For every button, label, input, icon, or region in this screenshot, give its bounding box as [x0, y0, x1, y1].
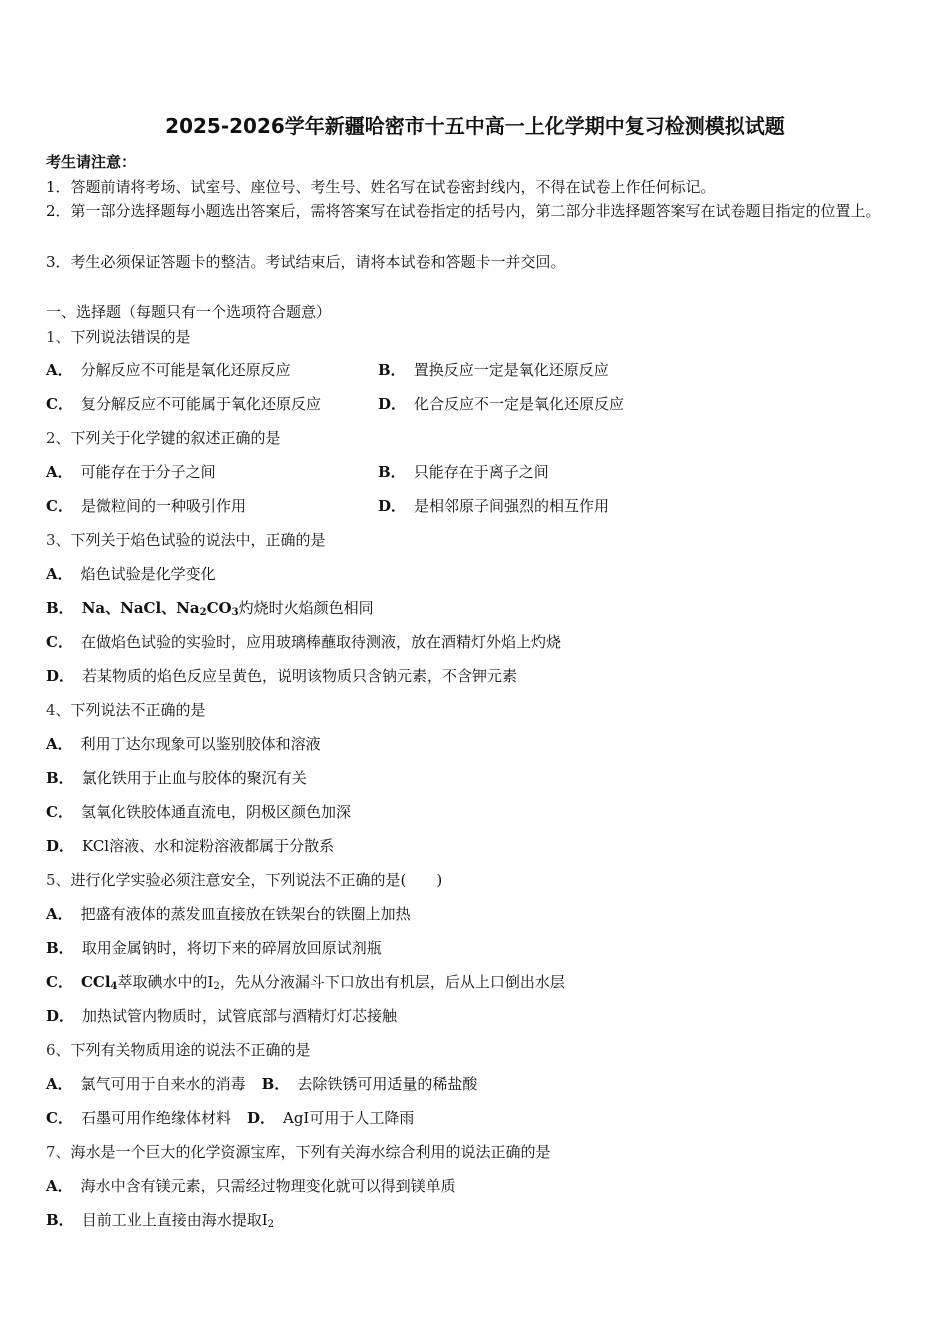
q6-options-row-2	[46, 1108, 414, 1128]
option-label: D．	[46, 1007, 75, 1025]
option-text: 海水中含有镁元素，只需经过物理变化就可以得到镁单质	[80, 1177, 456, 1195]
option-label: C．	[46, 497, 73, 515]
option-text: 在做焰色试验的实验时，应用玻璃棒蘸取待测液，放在酒精灯外焰上灼烧	[80, 633, 561, 651]
question-stem: 下列说法错误的是	[70, 328, 191, 346]
question-5	[46, 870, 442, 890]
option-label: A．	[46, 565, 73, 583]
option-text: KCl溶液、水和淀粉溶液都属于分散系	[82, 837, 335, 855]
option-text: 是相邻原子间强烈的相互作用	[414, 497, 610, 515]
option-label: B．	[46, 939, 74, 957]
q6-option-a[interactable]	[46, 1075, 246, 1093]
question-number: 6、	[46, 1041, 71, 1059]
q6-option-b[interactable]	[262, 1075, 478, 1093]
question-3	[46, 530, 326, 550]
option-text: AgI可用于人工降雨	[282, 1109, 415, 1127]
question-number: 7、	[46, 1143, 71, 1161]
option-label: C．	[46, 803, 73, 821]
option-label: C．	[46, 1109, 73, 1127]
q6-option-c[interactable]	[46, 1109, 231, 1127]
q3-option-a[interactable]	[46, 564, 216, 584]
option-label: C．	[46, 633, 73, 651]
q7-option-a[interactable]	[46, 1176, 456, 1196]
page-title: 2025-2026学年新疆哈密市十五中高一上化学期中复习检测模拟试题	[165, 114, 785, 138]
option-label: A．	[46, 1177, 73, 1195]
option-text: 可能存在于分子之间	[80, 463, 216, 481]
option-text: 是微粒间的一种吸引作用	[80, 497, 246, 515]
option-text: 焰色试验是化学变化	[80, 565, 216, 583]
option-text: 若某物质的焰色反应呈黄色，说明该物质只含钠元素，不含钾元素	[82, 667, 518, 685]
option-text: 只能存在于离子之间	[413, 463, 549, 481]
q1-option-a[interactable]	[46, 360, 291, 380]
q4-option-b[interactable]	[46, 768, 307, 788]
option-label: B．	[46, 599, 74, 617]
option-text-part: 目前工业上直接由海水提取I	[81, 1211, 268, 1229]
q4-option-c[interactable]	[46, 802, 351, 822]
notice-item-3: 3．考生必须保证答题卡的整洁。考试结束后，请将本试卷和答题卡一并交回。	[46, 253, 566, 271]
option-text: 复分解反应不可能属于氧化还原反应	[80, 395, 321, 413]
option-text-part: CCl	[80, 973, 111, 991]
subscript: 2	[267, 1219, 274, 1230]
option-text: 加热试管内物质时，试管底部与酒精灯灯芯接触	[82, 1007, 398, 1025]
option-label: A．	[46, 905, 73, 923]
question-number: 5、	[46, 871, 71, 889]
option-label: B．	[378, 463, 406, 481]
question-stem: 进行化学实验必须注意安全，下列说法不正确的是( )	[70, 871, 443, 889]
q2-option-d[interactable]	[378, 496, 609, 516]
option-label: A．	[46, 735, 73, 753]
option-label: D．	[378, 497, 407, 515]
option-text: 氯化铁用于止血与胶体的聚沉有关	[81, 769, 307, 787]
option-text: 石墨可用作绝缘体材料	[80, 1109, 231, 1127]
q7-option-b[interactable]	[46, 1210, 274, 1235]
option-text-part: ，先从分液漏斗下口放出有机层，后从上口倒出水层	[219, 973, 565, 991]
question-stem: 下列有关物质用途的说法不正确的是	[70, 1041, 311, 1059]
q5-option-a[interactable]	[46, 904, 411, 924]
option-label: A．	[46, 463, 73, 481]
q6-options-row-1	[46, 1074, 477, 1094]
option-label: A．	[46, 1075, 73, 1093]
option-text: 氢氧化铁胶体通直流电，阴极区颜色加深	[80, 803, 351, 821]
question-stem: 海水是一个巨大的化学资源宝库，下列有关海水综合利用的说法正确的是	[70, 1143, 551, 1161]
question-number: 2、	[46, 429, 71, 447]
q3-option-b[interactable]	[46, 598, 374, 623]
q2-option-b[interactable]	[378, 462, 549, 482]
subscript: 4	[110, 981, 118, 992]
option-text: 置换反应一定是氧化还原反应	[413, 361, 609, 379]
subscript: 3	[231, 607, 239, 618]
option-text-part: CO	[206, 599, 232, 617]
q3-option-d[interactable]	[46, 666, 517, 686]
question-6	[46, 1040, 311, 1060]
question-7	[46, 1142, 551, 1162]
q4-option-d[interactable]	[46, 836, 334, 856]
option-text: 分解反应不可能是氧化还原反应	[80, 361, 291, 379]
question-number: 3、	[46, 531, 71, 549]
option-text: 氯气可用于自来水的消毒	[80, 1075, 246, 1093]
q2-option-a[interactable]	[46, 462, 216, 482]
option-label: B．	[261, 1075, 290, 1093]
option-text: 利用丁达尔现象可以鉴别胶体和溶液	[80, 735, 321, 753]
option-text-part: 灼烧时火焰颜色相同	[238, 599, 374, 617]
option-label: C．	[46, 973, 73, 991]
question-number: 1、	[46, 328, 71, 346]
question-1	[46, 327, 191, 347]
option-label: B．	[378, 361, 406, 379]
q5-option-c[interactable]	[46, 972, 565, 997]
option-text: 去除铁锈可用适量的稀盐酸	[297, 1075, 478, 1093]
question-2	[46, 428, 281, 448]
q4-option-a[interactable]	[46, 734, 321, 754]
option-label: D．	[46, 837, 75, 855]
option-text-part: Na、NaCl、Na	[81, 599, 200, 617]
q5-option-b[interactable]	[46, 938, 382, 958]
option-text: 取用金属钠时，将切下来的碎屑放回原试剂瓶	[81, 939, 382, 957]
section-heading: 一、选择题（每题只有一个选项符合题意）	[46, 303, 332, 321]
option-label: A．	[46, 361, 73, 379]
notice-item-2: 2．第一部分选择题每小题选出答案后，需将答案写在试卷指定的括号内，第二部分非选择题答案写在试卷题目指定的位置上。	[46, 202, 881, 220]
q1-option-c[interactable]	[46, 394, 321, 414]
q1-option-d[interactable]	[378, 394, 624, 414]
option-text: 把盛有液体的蒸发皿直接放在铁架台的铁圈上加热	[80, 905, 411, 923]
question-stem: 下列关于化学键的叙述正确的是	[70, 429, 281, 447]
option-label: D．	[378, 395, 407, 413]
question-stem: 下列关于焰色试验的说法中，正确的是	[70, 531, 326, 549]
q2-option-c[interactable]	[46, 496, 246, 516]
subscript: 2	[199, 607, 207, 618]
option-text: 化合反应不一定是氧化还原反应	[414, 395, 625, 413]
q6-option-d[interactable]	[247, 1109, 414, 1127]
question-4	[46, 700, 206, 720]
option-label: B．	[46, 769, 74, 787]
q1-option-b[interactable]	[378, 360, 609, 380]
notice-heading: 考生请注意：	[46, 153, 137, 171]
notice-item-1: 1．答题前请将考场、试室号、座位号、考生号、姓名写在试卷密封线内，不得在试卷上作任何标记。	[46, 178, 716, 196]
q5-option-d[interactable]	[46, 1006, 397, 1026]
question-number: 4、	[46, 701, 71, 719]
option-label: D．	[46, 667, 75, 685]
option-label: D．	[246, 1109, 275, 1127]
subscript: 2	[213, 981, 220, 992]
option-label: B．	[46, 1211, 74, 1229]
q3-option-c[interactable]	[46, 632, 561, 652]
option-text-part: 萃取碘水中的I	[117, 973, 214, 991]
option-label: C．	[46, 395, 73, 413]
question-stem: 下列说法不正确的是	[70, 701, 206, 719]
